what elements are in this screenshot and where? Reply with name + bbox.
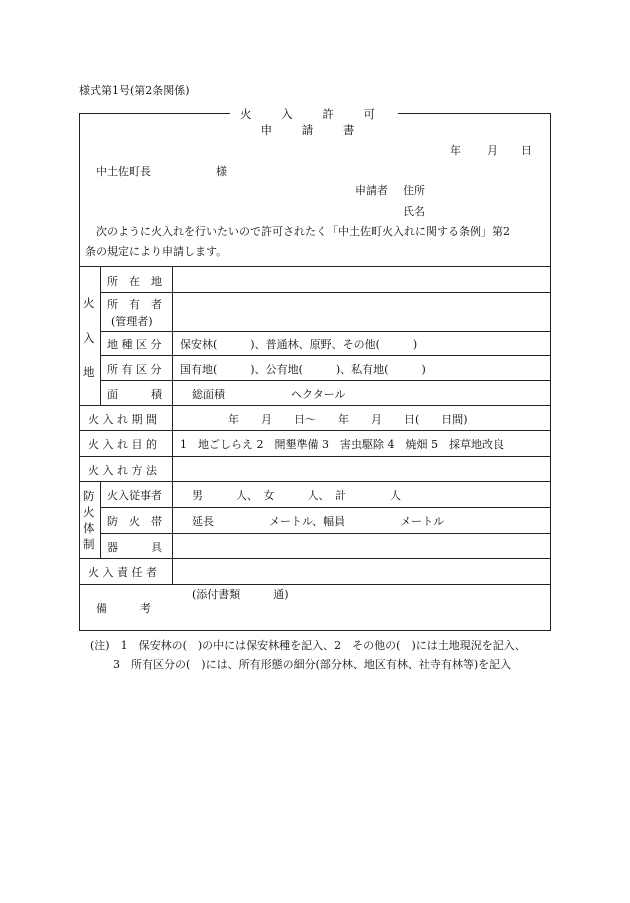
applicant-address-label: 住所 <box>403 184 425 197</box>
value-workers[interactable]: 男 人、 女 人、 計 人 <box>192 489 401 502</box>
label-land-type: 地 種 区 分 <box>107 338 162 351</box>
label-equipment: 器 具 <box>107 541 162 554</box>
label-location: 所 在 地 <box>107 275 162 288</box>
intro-text-line2: 条の規定により申請します。 <box>85 245 228 258</box>
value-remarks[interactable]: (添付書類 通) <box>192 588 289 601</box>
label-remarks: 備 考 <box>96 602 151 615</box>
row-line <box>79 558 551 559</box>
group-fire-prevention-char-2: 火 <box>83 505 95 519</box>
row-line <box>100 292 551 293</box>
label-column-divider <box>172 266 173 584</box>
group-fire-prevention-char-1: 防 <box>83 489 95 503</box>
group-divider-fire-prevention <box>100 481 101 558</box>
value-period[interactable]: 年 月 日～ 年 月 日( 日間) <box>228 413 468 426</box>
row-line <box>100 355 551 356</box>
label-ownership: 所 有 区 分 <box>107 363 162 376</box>
row-line <box>79 456 551 457</box>
date-month: 月 <box>487 144 498 157</box>
row-line <box>79 405 551 406</box>
row-line <box>100 507 551 508</box>
addressee-honorific: 様 <box>216 165 227 178</box>
group-fire-site-char-2: 入 <box>83 331 95 345</box>
row-line <box>100 380 551 381</box>
group-fire-prevention-char-3: 体 <box>83 521 95 535</box>
row-line <box>79 584 551 585</box>
label-owner-sub: (管理者) <box>111 315 153 328</box>
note-line1: (注) 1 保安林の( )の中には保安林種を記入、2 その他の( )には土地現況を記入、 <box>90 639 526 652</box>
label-workers: 火入従事者 <box>107 489 162 502</box>
date-day: 日 <box>521 144 532 157</box>
group-divider-fire-site <box>100 266 101 405</box>
label-owner: 所 有 者 <box>107 298 162 311</box>
note-line2: 3 所有区分の( )には、所有形態の細分(部分林、地区有林、社寺有林等)を記入 <box>113 658 512 671</box>
group-fire-site-char-3: 地 <box>83 365 95 379</box>
value-land-type[interactable]: 保安林( )、普通林、原野、その他( ) <box>180 338 418 351</box>
date-year: 年 <box>450 144 461 157</box>
row-line <box>100 331 551 332</box>
value-ownership[interactable]: 国有地( )、公有地( )、私有地( ) <box>180 363 426 376</box>
group-fire-prevention-char-4: 制 <box>83 537 95 551</box>
addressee-name: 中土佐町長 <box>96 165 151 178</box>
form-title: 火 入 許 可 申 請 書 <box>240 107 388 137</box>
label-method: 火 入 れ 方 法 <box>88 464 157 477</box>
label-purpose: 火 入 れ 目 的 <box>88 438 157 451</box>
form-number: 様式第1号(第2条関係) <box>79 84 190 97</box>
row-line <box>100 533 551 534</box>
row-line <box>79 481 551 482</box>
applicant-label: 申請者 <box>355 184 388 197</box>
intro-text-line1: 次のように火入れを行いたいので許可されたく「中土佐町火入れに関する条例」第2 <box>96 225 510 238</box>
value-firebreak[interactable]: 延長 メートル、幅員 メートル <box>192 515 445 528</box>
value-purpose[interactable]: 1 地ごしらえ 2 開墾準備 3 害虫駆除 4 焼畑 5 採草地改良 <box>180 438 504 451</box>
applicant-name-label: 氏名 <box>403 205 425 218</box>
label-area: 面 積 <box>107 388 162 401</box>
label-responsible: 火 入 責 任 者 <box>88 566 157 579</box>
table-top-line <box>79 266 551 267</box>
row-line <box>79 430 551 431</box>
value-area[interactable]: 総面積 ヘクタール <box>192 388 346 401</box>
group-fire-site-char-1: 火 <box>83 296 95 310</box>
label-firebreak: 防 火 帯 <box>107 515 162 528</box>
label-period: 火 入 れ 期 間 <box>88 413 157 426</box>
